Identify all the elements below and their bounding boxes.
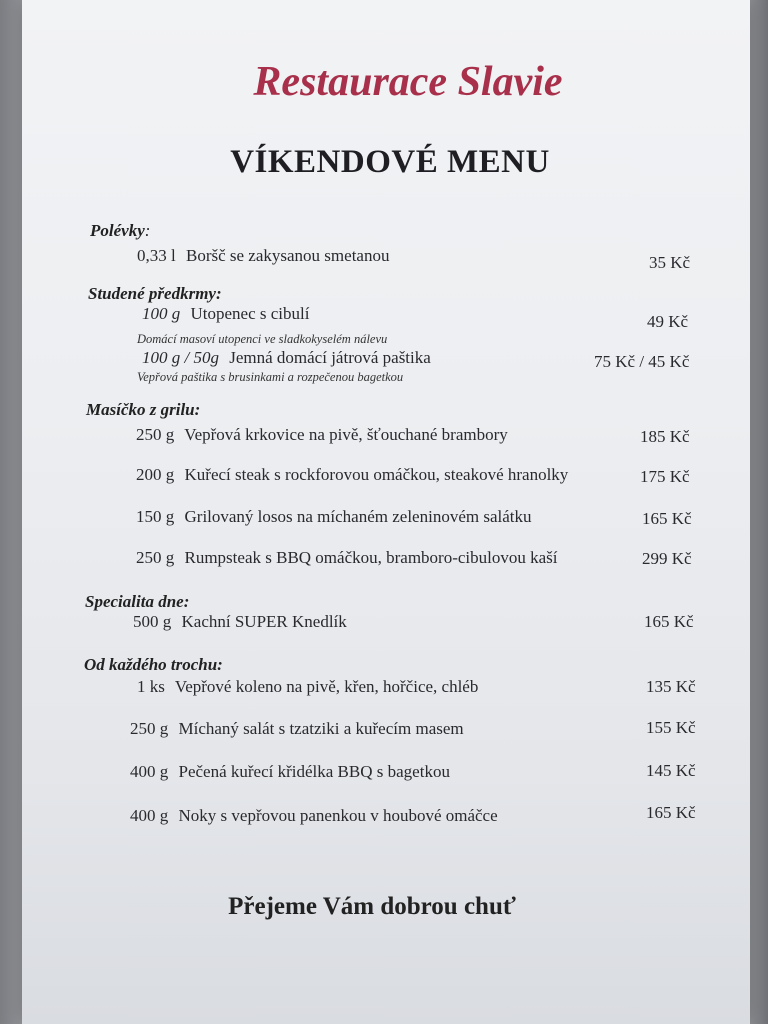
item-quantity: 400 g (130, 762, 169, 781)
item-description: Domácí masoví utopenci ve sladkokyselém nálevu (137, 332, 388, 346)
section-heading-trochu: Od každého trochu: (84, 655, 223, 674)
item-name: Grilovaný losos na míchaném zeleninovém salátku (184, 507, 532, 526)
item-name: Jemná domácí játrová paštika (229, 348, 431, 367)
item-quantity: 500 g (133, 612, 172, 631)
item-name: Kachní SUPER Knedlík (181, 612, 347, 631)
item-quantity: 250 g (130, 719, 169, 738)
item-name: Utopenec s cibulí (190, 304, 310, 323)
menu-item-utopenec (142, 304, 309, 324)
section-heading-specialita: Specialita dne: (85, 592, 190, 611)
item-price: 135 Kč (646, 677, 696, 696)
item-name: Vepřové koleno na pivě, křen, hořčice, chléb (174, 677, 479, 696)
item-quantity: 250 g (136, 425, 175, 444)
menu-item-krkovice (136, 425, 508, 445)
menu-subtitle: VÍKENDOVÉ MENU (230, 144, 550, 180)
section-heading-predkrmy: Studené předkrmy: (88, 284, 222, 303)
menu-item-kureci-steak (136, 465, 568, 485)
menu-item-koleno (137, 677, 478, 697)
item-quantity: 1 ks (137, 677, 165, 696)
item-price: 165 Kč (642, 509, 692, 528)
item-price: 35 Kč (649, 253, 691, 272)
closing-greeting: Přejeme Vám dobrou chuť (228, 893, 516, 920)
item-quantity: 100 g (142, 304, 181, 323)
item-description: Vepřová paštika s brusinkami a rozpečenou bagetkou (137, 370, 404, 384)
item-name: Kuřecí steak s rockforovou omáčkou, steakové hranolky (184, 465, 569, 484)
item-price: 165 Kč (646, 803, 696, 822)
item-price: 175 Kč (640, 467, 690, 486)
heading-colon: : (144, 221, 151, 240)
item-quantity: 100 g / 50g (142, 348, 219, 367)
item-price: 155 Kč (646, 718, 696, 737)
item-name: Noky s vepřovou panenkou v houbové omáčce (178, 806, 498, 825)
menu-item-kachni-knedlik (133, 612, 347, 632)
section-heading-polevky (90, 221, 150, 241)
item-name: Pečená kuřecí křidélka BBQ s bagetkou (178, 762, 450, 781)
item-name: Boršč se zakysanou smetanou (185, 246, 390, 265)
menu-item-losos (136, 507, 532, 527)
item-price: 185 Kč (640, 427, 690, 446)
item-price: 49 Kč (647, 312, 689, 331)
item-quantity: 250 g (136, 548, 175, 567)
item-quantity: 200 g (136, 465, 175, 484)
menu-item-salat (130, 719, 464, 739)
section-heading-gril: Masíčko z grilu: (86, 400, 201, 419)
item-quantity: 150 g (136, 507, 175, 526)
item-name: Vepřová krkovice na pivě, šťouchané brambory (184, 425, 508, 444)
menu-sheet (22, 0, 750, 1024)
item-name: Rumpsteak s BBQ omáčkou, bramboro-cibulovou kaší (184, 548, 558, 567)
item-quantity: 0,33 l (137, 246, 176, 265)
item-price: 299 Kč (642, 549, 692, 568)
menu-item-pastika (142, 348, 431, 368)
item-price: 75 Kč / 45 Kč (594, 352, 690, 371)
item-quantity: 400 g (130, 806, 169, 825)
item-price: 145 Kč (646, 761, 696, 780)
item-price: 165 Kč (644, 612, 694, 631)
restaurant-title: Restaurace Slavie (253, 59, 563, 105)
menu-item-rumpsteak (136, 548, 558, 568)
section-heading-polevky-text: Polévky (90, 221, 145, 240)
menu-item-noky (130, 806, 498, 826)
menu-item-kridelka (130, 762, 450, 782)
menu-item-borsc (137, 246, 389, 266)
item-name: Míchaný salát s tzatziki a kuřecím masem (178, 719, 464, 738)
